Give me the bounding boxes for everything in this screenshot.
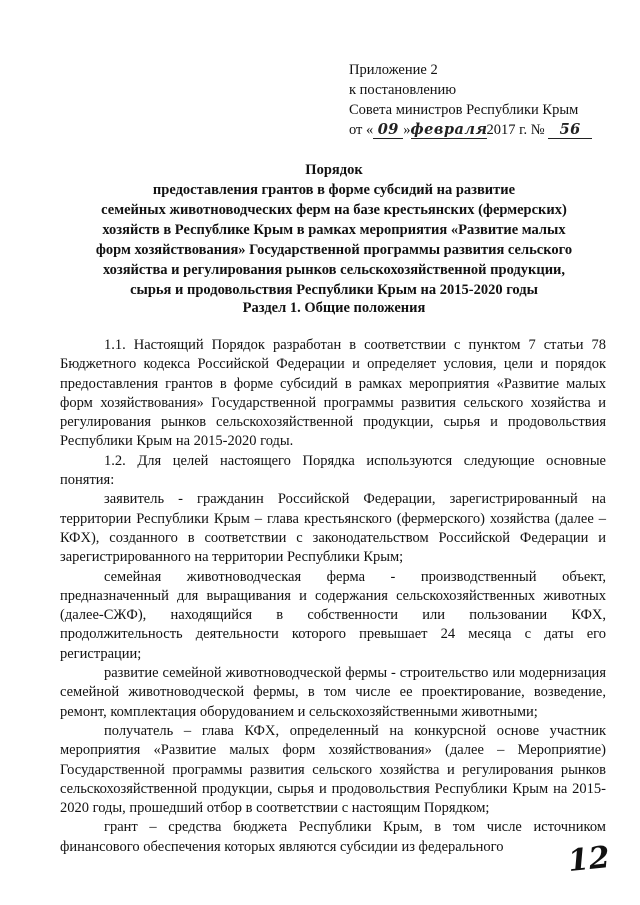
appendix-date-line	[349, 120, 592, 140]
title-line: хозяйств в Республике Крым в рамках мероприятия «Развитие малых	[102, 222, 566, 238]
definition-grant: грант – средства бюджета Республики Крым, в том числе источником финансового обеспечения которых являются субсидии из федерального	[60, 819, 606, 855]
date-mid: »	[403, 122, 411, 138]
definition-recipient: получатель – глава КФХ, определенный на конкурсной основе участник мероприятия «Развитие малых форм хозяйствования» (далее – Мероприятие) Государственной программы развития сельского хозяйства и регулирования рынков сельскохозяйственной продукции, сырья и продовольствия Республики Крым на 2015-2020 годы, прошедший отбор в соответствии с настоящим Порядком;	[60, 722, 606, 817]
title-heading: Порядок	[305, 162, 363, 178]
document-number: 56	[548, 122, 592, 139]
section-title: Раздел 1. Общие положения	[242, 300, 426, 316]
date-year: 2017 г. №	[486, 122, 545, 138]
document-body	[60, 336, 606, 857]
date-month: февраля	[410, 121, 488, 138]
handwritten-page-number: 12	[566, 839, 612, 880]
document-title	[60, 160, 608, 300]
paragraph-1-1: 1.1. Настоящий Порядок разработан в соответствии с пунктом 7 статьи 78 Бюджетного кодекса Российской Федерации и определяет условия, цели и порядок предоставления грантов в форме субсидий в рамках мероприятия «Развитие малых форм хозяйствования» Государственной программы развития сельского хозяйства и регулирования рынков сельскохозяйственной продукции, сырья и продовольствия Республики Крым на 2015-2020 годы.	[60, 337, 606, 450]
title-line: семейных животноводческих ферм на базе крестьянских (фермерских)	[101, 202, 567, 218]
paragraph-1-2: 1.2. Для целей настоящего Порядка используются следующие основные понятия:	[60, 452, 606, 489]
definition-applicant: заявитель - гражданин Российской Федерации, зарегистрированный на территории Республики Крым – глава крестьянского (фермерского) хозяйства (далее – КФХ), созданного в соответствии с законодательством Российской Федерации и зарегистрированного на территории Республики Крым;	[60, 491, 606, 566]
title-line: предоставления грантов в форме субсидий на развитие	[152, 182, 516, 198]
date-day: 09	[373, 122, 403, 139]
title-line: форм хозяйствования» Государственной программы развития сельского	[95, 242, 573, 258]
definition-farm-development: развитие семейной животноводческой фермы - строительство или модернизация семейной животноводческой фермы, в том числе ее проектирование, возведение, ремонт, комплектация оборудованием и сельскохозяйственными животными;	[60, 665, 606, 720]
appendix-line-1: Приложение 2	[349, 62, 438, 78]
date-prefix: от «	[349, 122, 374, 138]
title-line: сырья и продовольствия Республики Крым на 2015-2020 годы	[130, 282, 538, 298]
appendix-line-3: Совета министров Республики Крым	[349, 102, 579, 118]
appendix-line-2: к постановлению	[349, 82, 457, 98]
appendix-header	[349, 60, 592, 140]
definition-family-farm: семейная животноводческая ферма - производственный объект, предназначенный для выращивания и содержания сельскохозяйственных животных (далее-СЖФ), находящийся в собственности или пользовании КФХ, продолжительность деятельности которого превышает 24 месяца с даты его регистрации;	[60, 568, 606, 662]
title-line: хозяйства и регулирования рынков сельскохозяйственной продукции,	[102, 262, 566, 278]
